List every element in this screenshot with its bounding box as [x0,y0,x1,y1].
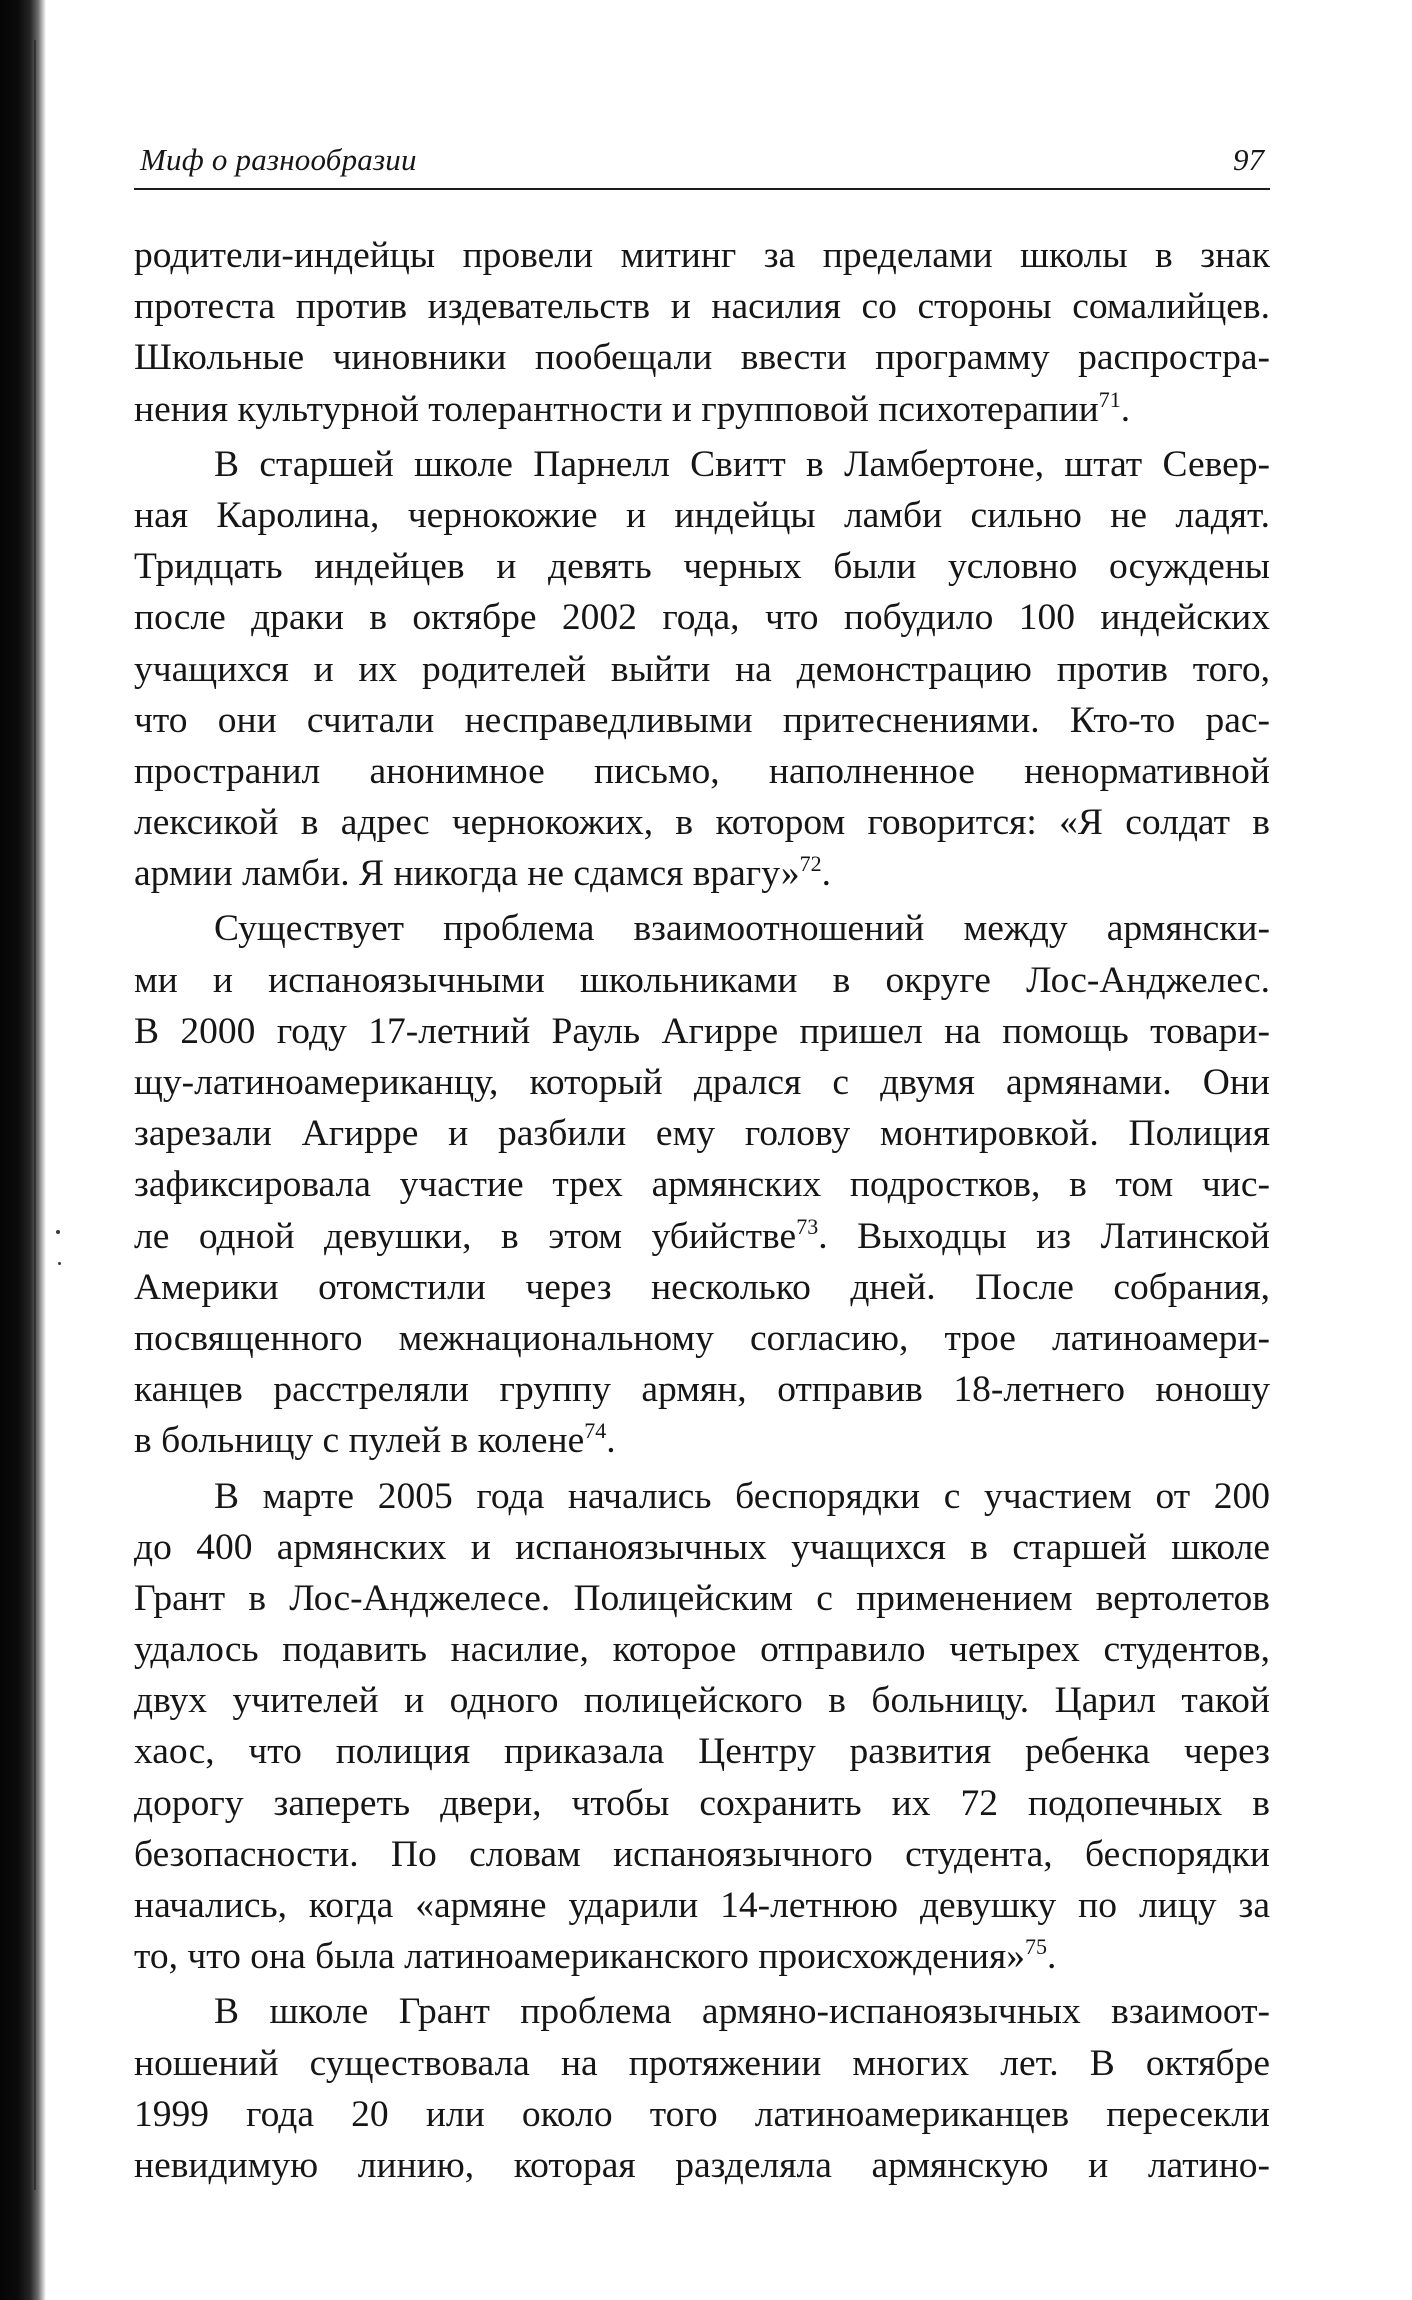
paragraph [134,1986,1270,2191]
line-text: хаос, что полиция приказала Центру развития ребенка через [134,1731,1270,1773]
line-text: Тридцать индейцев и девять черных были условно осуждены [134,546,1270,588]
footnote-marker: 75 [1024,1934,1047,1960]
line-text: Америки отомстили через несколько дней. После собрания, [134,1266,1270,1308]
line-text: канцев расстреляли группу армян, отправив 18-летнего юношу [134,1369,1270,1411]
text-line [134,1057,1270,1108]
text-line [134,439,1270,490]
text-line [134,592,1270,643]
running-title: Миф о разнообразии [140,142,417,177]
line-text: ная Каролина, чернокожие и индейцы ламби сильно не ладят. [134,494,1270,536]
line-text: пространил анонимное письмо, наполненное ненормативной [134,750,1270,792]
text-line [134,1415,1270,1466]
line-text-after-footnote: . [1120,388,1131,430]
line-text: Школьные чиновники пообещали ввести программу распростра- [134,337,1270,379]
text-line [134,1778,1270,1829]
page-number: 97 [1233,142,1264,177]
text-line [134,281,1270,332]
text-line [134,1262,1270,1313]
text-line [134,1522,1270,1573]
line-text: ле одной девушки, в этом убийстве [134,1215,797,1257]
text-line [134,1829,1270,1880]
text-line [134,2038,1270,2089]
line-text: В школе Грант проблема армяно-испаноязычных взаимоот- [214,1991,1270,2033]
text-line [134,1108,1270,1159]
binding-edge-line [34,40,36,2190]
line-text-after-footnote: . [821,853,831,895]
line-text: безопасности. По словам испаноязычного студента, беспорядки [134,1833,1270,1875]
footnote-marker: 72 [799,851,822,877]
line-text: дорогу запереть двери, чтобы сохранить их 72 подопечных в [134,1782,1270,1824]
text-line [134,1726,1270,1777]
line-text: В 2000 году 17-летний Рауль Агирре пришел на помощь товари- [134,1010,1270,1052]
line-text: зарезали Агирре и разбили ему голову монтировкой. Полиция [134,1113,1270,1155]
line-text: то, что она была латиноамериканского происхождения» [134,1936,1025,1978]
book-spine-shadow [0,0,46,2300]
text-line [134,1471,1270,1522]
text-line [134,332,1270,383]
line-text: армии ламби. Я никогда не сдамся врагу» [134,853,800,895]
line-text: нения культурной толерантности и групповой психотерапии [134,388,1099,430]
footnote-marker: 71 [1098,386,1121,412]
body-text [134,230,1270,2195]
paragraph [134,439,1270,900]
footnote-marker: 74 [584,1418,607,1444]
line-text: удалось подавить насилие, которое отправило четырех студентов, [134,1629,1270,1671]
line-text: Грант в Лос-Анджелесе. Полицейским с применением вертолетов [134,1577,1270,1619]
line-text: после драки в октябре 2002 года, что побудило 100 индейских [134,597,1270,639]
running-head [134,140,1270,190]
text-line [134,2089,1270,2140]
line-text: В старшей школе Парнелл Свитт в Ламбертоне, штат Север- [214,443,1270,485]
text-line [134,384,1270,435]
line-text-after-footnote: . [1046,1936,1057,1978]
text-line [134,490,1270,541]
line-text: в больницу с пулей в колене [134,1420,585,1462]
paragraph [134,1471,1270,1983]
text-line [134,1624,1270,1675]
text-line [134,1573,1270,1624]
line-text: 1999 года 20 или около того латиноамериканцев пересекли [134,2093,1270,2135]
text-line [134,644,1270,695]
text-line [134,541,1270,592]
text-line [134,1986,1270,2037]
text-line [134,1159,1270,1210]
scan-speck [58,1262,61,1265]
line-text: родители-индейцы провели митинг за пределами школы в знак [134,235,1270,276]
line-text: Существует проблема взаимоотношений между армянски- [214,908,1270,950]
line-text: ношений существовала на протяжении многих лет. В октябре [134,2042,1270,2084]
text-line [134,1880,1270,1931]
text-line [134,2140,1270,2191]
line-text: двух учителей и одного полицейского в больницу. Царил такой [134,1680,1270,1722]
line-text: до 400 армянских и испаноязычных учащихся в старшей школе [134,1526,1270,1568]
footnote-marker: 73 [796,1213,819,1239]
line-text: посвященного межнациональному согласию, трое латиноамери- [134,1317,1270,1359]
text-line [134,1006,1270,1057]
text-line [134,695,1270,746]
line-text: ми и испаноязычными школьниками в округе Лос-Анджелес. [134,959,1270,1001]
text-line [134,1313,1270,1364]
text-line [134,903,1270,954]
text-line [134,848,1270,899]
text-line [134,797,1270,848]
scan-speck [56,1230,60,1234]
text-line [134,230,1270,281]
text-line [134,1931,1270,1982]
text-line [134,955,1270,1006]
line-text-after-footnote: . Выходцы из Латинской [818,1215,1270,1257]
line-text: начались, когда «армяне ударили 14-летнюю девушку по лицу за [134,1885,1270,1926]
line-text: невидимую линию, которая разделяла армянскую и латино- [134,2144,1270,2186]
paragraph [134,903,1270,1466]
text-line [134,1364,1270,1415]
text-line [134,1675,1270,1726]
line-text: зафиксировала участие трех армянских подростков, в том чис- [134,1164,1270,1206]
paragraph [134,230,1270,435]
text-line [134,746,1270,797]
line-text: В марте 2005 года начались беспорядки с участием от 200 [214,1475,1270,1517]
line-text: что они считали несправедливыми притеснениями. Кто-то рас- [134,699,1270,741]
line-text: лексикой в адрес чернокожих, в котором говорится: «Я солдат в [134,802,1270,844]
line-text: учащихся и их родителей выйти на демонстрацию против того, [134,648,1270,690]
line-text-after-footnote: . [606,1420,616,1462]
line-text: протеста против издевательств и насилия со стороны сомалийцев. [134,286,1270,328]
text-line [134,1211,1270,1262]
line-text: щу-латиноамериканцу, который дрался с двумя армянами. Они [134,1062,1270,1103]
